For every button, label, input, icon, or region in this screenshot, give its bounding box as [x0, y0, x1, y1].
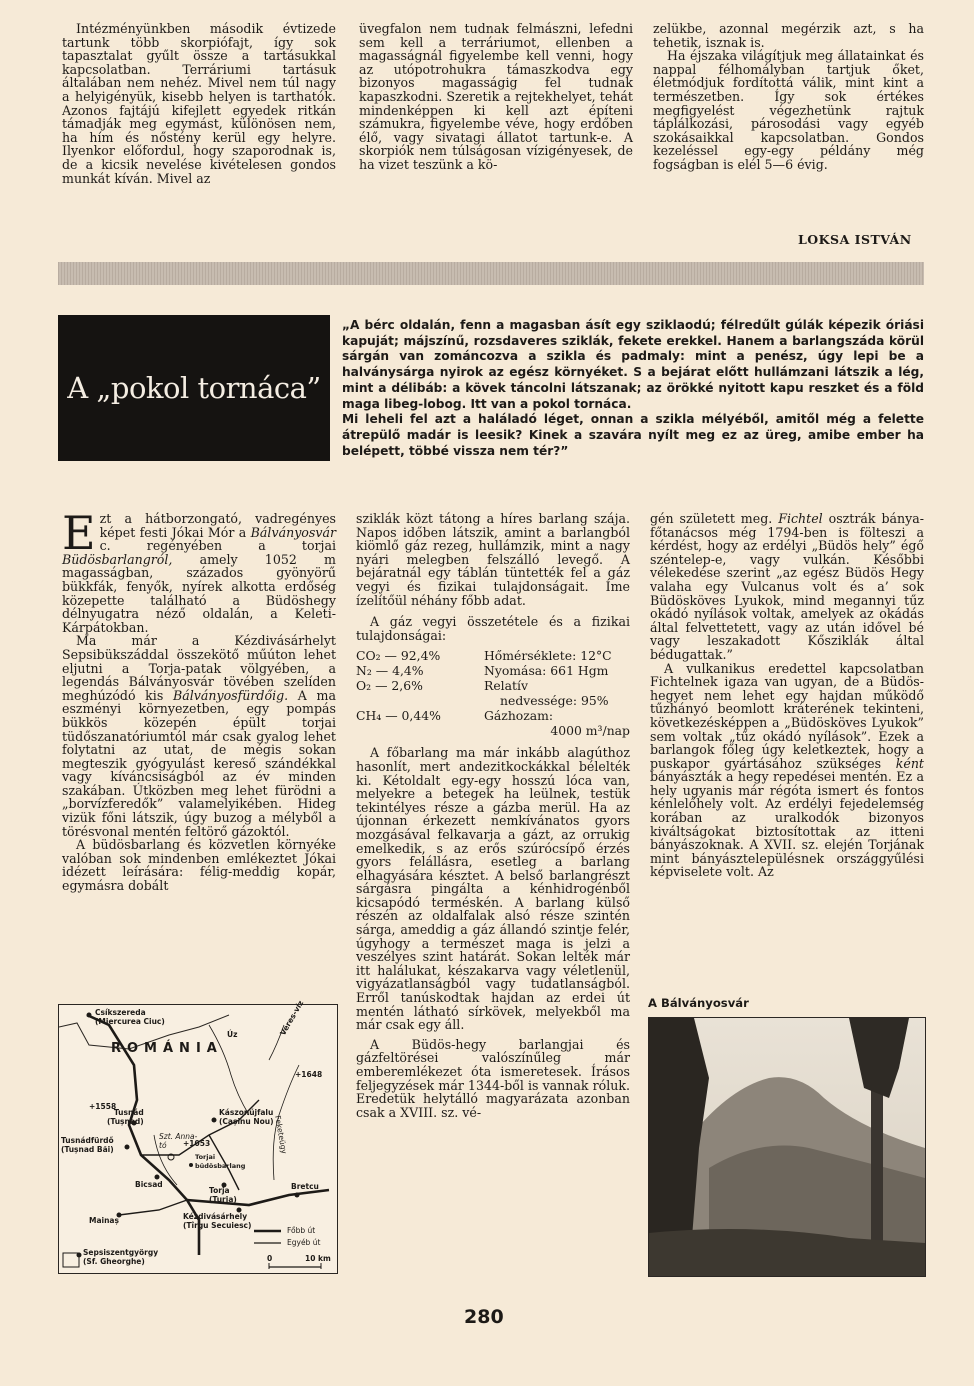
col3-para2 — [650, 662, 924, 880]
map-label-kaszon: Kászonújfalu (Cașinu Nou) — [219, 1108, 274, 1126]
col3-para1-text-a: gén született meg. — [650, 511, 779, 526]
top-column-1 — [62, 22, 336, 185]
article-title: A „pokol tornáca” — [67, 371, 321, 405]
col3-para1-em: Fichtel — [778, 511, 823, 526]
top-col1-text: Intézményünkben második évtizede tartunk több skorpiófajt, így sok tapasztalat gyűlt össze a tartásukkal kapcsolatban. Terráriumi tartásuk általában nem nehéz. Mivel nem túl nagy a helyigényük, kisebb helyen is tarthatók. Azonos fajtájú kifejlett egyedek ritkán támadják meg egymást, különösen nem, ha hím és nőstény kerül egy helyre. Ilyenkor előfordul, hogy szaporodnak is, de a kicsik nevelése kivételesen gondos munkát kíván. Mivel az — [62, 21, 336, 186]
map-label-torjai: Torjai büdösbarlang — [195, 1153, 246, 1170]
legend-other-road: Egyéb út — [287, 1238, 321, 1247]
map-secondary-road-3 — [119, 1200, 187, 1215]
col3-para1-text-b: osztrák bánya-főtanácsos még 1794-ben is fölteszi a kérdést, hogy az erdélyi „Büdös hely” égő széntelep-e, vagy vulkán. Későbbi vélekedése szerint „az egész Büdös Hegy valaha egy Vulcanus volt és a’ sok Büdösköves Lyukok, mind megannyi tűz okádó nyílások voltak, amelyek az okádás által felvettetett, vagy az után idővel bé vagy leszakadott Kősziklák által bédugattak.” — [650, 511, 925, 662]
page-number: 280 — [464, 1306, 504, 1328]
gas-n2: N₂ — 4,4% — [356, 663, 424, 679]
gas-row-o2 — [356, 678, 630, 693]
gas-row-ch4 — [356, 708, 630, 723]
map-dot-tusnadfurdo — [125, 1145, 130, 1150]
map-label-feketeugy: Feketeügy — [273, 1114, 289, 1155]
map-dot-torjai — [189, 1163, 193, 1167]
balvanyosvar-photo — [648, 1017, 926, 1277]
map-label-bicsad: Bicsad — [135, 1180, 163, 1189]
map-country-label: ROMÁNIA — [111, 1041, 223, 1056]
map-label-veres: Veres-víz — [278, 999, 306, 1037]
gas-humidity-label: Relatív — [484, 678, 528, 694]
map-dot-csik — [87, 1013, 92, 1018]
col2-para3: A főbarlang ma már inkább alagúthoz hasonlít, mert andezitkockákkal bélelték ki. Kétoldalt egy-egy hosszú lóca van, melyekre a betegek ha leülnek, testük tekintélyes része a gázba merül. Ha az újonnan érkezett nemkívánatos gyors mozgásával felkavarja a gázt, az orrukig emelkedik, s az erős szúrócsípő érzés gyors felállásra, esetleg a barlang elhagyására késztet. A belső barlangrészt sárgásra pingálta a kénhidrogénből kicsapódó terméskén. A barlang külső részén az oldalfalak alsó része szintén sárga, ameddig a gáz állandó szintje felér, úgyhogy a természet maga is jelzi a veszélyes szint határát. Sokan lelték már itt halálukat, készakarva vagy véletlenül, vigyázatlanságból vagy tudatlanságból. Erről tanúskodtak hajdan az erdei út mentén látható sírkövek, melyekből ma már csak egy áll. — [356, 745, 630, 1033]
col2-para2: A gáz vegyi összetétele és a fizikai tulajdonságai: — [356, 614, 630, 643]
col1-para2-text-b: A ma eszményi környezetben, egy pompás bükkös közepén épült torjai tüdőszanatóriumtól már csak gyalog lehet folytatni az utat, de mégis sokan megteszik gyógyulást kereső szándékkal vagy kíváncsiságból az év minden szakában. Útközben meg lehet fürödni a „borvízferedők” valamelyikében. Hideg vizük főni látszik, úgy buzog a mélyből a törésvonal mentén feltörő gázoktól. — [62, 687, 336, 839]
gas-row-humidity — [356, 693, 630, 708]
map-label-sepsi: Sepsiszentgyörgy (Sf. Gheorghe) — [83, 1248, 159, 1266]
col3-para2-em: ként — [895, 755, 924, 771]
legend-main-road: Főbb út — [287, 1226, 316, 1235]
gas-pressure: Nyomása: 661 Hgm — [484, 663, 609, 679]
article-title-box — [58, 315, 330, 461]
map-label-csik: Csíkszereda (Miercurea Ciuc) — [95, 1008, 165, 1026]
col1-para1-text-c: amely 1052 m magasságban, százados gyönyörű bükkfák, fenyők, nyírek alkotta erdőség közepette található a Büdöshegy délnyugatra néző oldalán, a Keleti-Kárpátokban. — [62, 551, 336, 635]
col1-para1 — [62, 506, 336, 635]
top-col2-text: üvegfalon nem tudnak felmászni, lefedni sem kell a terráriumot, ellenben a magasságnál figyelembe kell venni, hogy az utópotrohukra támaszkodva egy bizonyos magasságig fel tudnak kapaszkodni. Szeretik a rejtekhelyet, tehát mindenképpen ki kell azt építeni számukra, figyelembe véve, hogy erdőben élő, vagy sivatagi állatot tartunk-e. A skorpiók nem túlságosan vízigényesek, de ha vizet teszünk a kö- — [359, 21, 633, 172]
col3-para2-text-b: bányászták a hegy repedései mentén. Ez a hely ugyanis már régóta ismert és fontos kénlelőhely volt. Az erdélyi fejedelemség korában az uralkodók bizonyos kiváltságokat biztosítottak az itteni bányászoknak. A XVII. sz. elején Torjának mint bányásztelepülésnek országgyűlési képviselete volt. Az — [650, 769, 924, 880]
gas-co2: CO₂ — 92,4% — [356, 648, 441, 664]
map-label-bretcu: Bretcu — [291, 1182, 319, 1191]
article-column-3 — [650, 512, 924, 879]
col1-para3: A büdösbarlang és közvetlen környéke valóban sok mindenben emlékeztet Jókai idézett leírására: félig-meddig kopár, egymásra dobált — [62, 837, 336, 894]
scale-label-0: 0 — [267, 1254, 273, 1263]
col1-para1-text-a: zt a hátborzongató, vadregényes képet festi Jókai Mór a — [99, 511, 336, 540]
top-column-3 — [653, 22, 924, 172]
map-label-torja: Torja (Turia) — [209, 1186, 237, 1204]
section-divider-band — [58, 262, 924, 285]
col1-para2 — [62, 634, 336, 838]
gas-flow-label: Gázhozam: — [484, 708, 554, 724]
lead-quote-para1: „A bérc oldalán, fenn a magasban ásít egy sziklaodú; félredűlt gúlák képezik óriási kapuját; májszínű, rozsdaveres sziklák, fekete erekkel. Hanem a barlangszáda körül sárgán van zománcozva a szikla és padmaly: mint a penész, úgy lepi be a halványsárga nyirok az egész környéket. S a bejárat előtt hullámzani látszik a lég, mint a délibáb: a kövek táncolni látszanak; az örökké nyitott kapu reszket és a föld maga libeg-lobog. Itt van a pokol tornáca. — [342, 318, 924, 411]
top-col3-para1: zelükbe, azonnal megérzik azt, s ha tehetik, isznak is. — [653, 21, 924, 50]
map-dot-kaszon — [212, 1118, 217, 1123]
map-label-szt-anna: Szt. Anna- tó — [159, 1132, 198, 1150]
gas-row-flow — [356, 723, 630, 738]
col3-para1 — [650, 512, 924, 662]
drop-cap: E — [62, 506, 96, 560]
region-map — [58, 999, 338, 1274]
col3-para2-text-a: A vulkanikus eredettel kapcsolatban Fichtelnek igaza van ugyan, de a Büdös-hegyet nem lehet egy hajdan működő tűzhányó beomlott kráterének tekinteni, következésképpen a „Büdösköves Lyukok” sem voltak „tűz okádó nyílások”. Ezek a barlangok főleg úgy keletkeztek, hogy a puskapor gyártásához szükséges — [650, 660, 924, 771]
col2-para4: A Büdös-hegy barlangjai és gázfeltörései valószínűleg már emberemlékezet óta ismeretesek. Írásos feljegyzések már 1344-ből is vannak róluk. Eredetük helytálló magyarázata azonban csak a XVIII. sz. vé- — [356, 1036, 630, 1120]
article-column-1 — [62, 506, 336, 894]
gas-ch4: CH₄ — 0,44% — [356, 708, 441, 724]
lead-quote-para2: Mi leheli fel azt a haláladó léget, onnan a szikla mélyéből, amitől még a felette átrepülő madár is leesik? Kinek a szavára nyílt meg ez az üreg, amibe ember ha belépett, többé vissza nem tér?” — [342, 412, 924, 458]
map-label-h1053: +1053 — [183, 1139, 211, 1148]
lead-quote — [342, 318, 924, 459]
gas-row-n2 — [356, 663, 630, 678]
col1-para2-text-a: Ma már a Kézdivásárhelyt Sepsibükszáddal összekötő műúton lehet eljutni a Torja-patak völgyében, a legendás Bálványosvár tövében szelíden meghúzódó kis — [62, 633, 336, 703]
col1-para1-em2: Büdösbarlangról, — [62, 551, 173, 567]
map-label-h1648: +1648 — [295, 1070, 323, 1079]
gas-temperature: Hőmérséklete: 12°C — [484, 648, 612, 664]
map-label-tusnadfurdo: Tusnádfürdő (Tușnad Băi) — [61, 1136, 114, 1154]
map-label-mainas: Mainaș — [89, 1216, 119, 1225]
map-label-uz: Úz — [227, 1030, 238, 1039]
gas-o2: O₂ — 2,6% — [356, 678, 423, 694]
gas-row-co2 — [356, 648, 630, 663]
col1-para1-text-b: c. regényében a torjai — [99, 538, 336, 554]
map-label-tusnad: Tusnád (Tușnad) — [107, 1108, 144, 1126]
map-dot-bicsad — [155, 1175, 160, 1180]
article-column-2 — [356, 512, 630, 1119]
gas-properties-table — [356, 648, 630, 738]
gas-flow-value: 4000 m³/nap — [550, 723, 630, 739]
author-signature: LOKSA ISTVÁN — [798, 232, 912, 247]
col2-para1: sziklák közt tátong a híres barlang szája. Napos időben látszik, amint a barlangból kiömlő gáz rezeg, hullámzik, mint a nagy nyári melegben felszálló levegő. A bejáratnál egy táblán tüntették fel a gáz vegyi és fizikai tulajdonságait. Íme ízelítőül néhány főbb adat. — [356, 511, 630, 608]
map-label-kezdi: Kézdivásárhely (Tîrgu Secuiesc) — [183, 1212, 252, 1230]
photo-caption: A Bálványosvár — [648, 996, 749, 1010]
map-dot-bretcu — [295, 1193, 300, 1198]
col1-para1-em1: Bálványosvár — [250, 524, 336, 540]
scale-label-10: 10 km — [305, 1254, 331, 1263]
map-label-h1558: +1558 — [89, 1102, 117, 1111]
photo-drawing — [649, 1018, 925, 1276]
top-col3-para2: Ha éjszaka világítjuk meg állatainkat és nappal félhomályban tartjuk őket, életmódjuk fordítottá válik, mint kint a természetben. Így sok értékes megfigyelést végezhetünk rajtuk táplálkozási, párosodási vagy egyéb szokásaikkal kapcsolatban. Gondos kezeléssel egy-egy példány még fogságban is elél 5—6 évig. — [653, 48, 924, 172]
gas-humidity-value: nedvessége: 95% — [500, 693, 609, 709]
top-column-2 — [359, 22, 633, 172]
col1-para2-em: Bálványosfürdőig. — [172, 687, 289, 703]
